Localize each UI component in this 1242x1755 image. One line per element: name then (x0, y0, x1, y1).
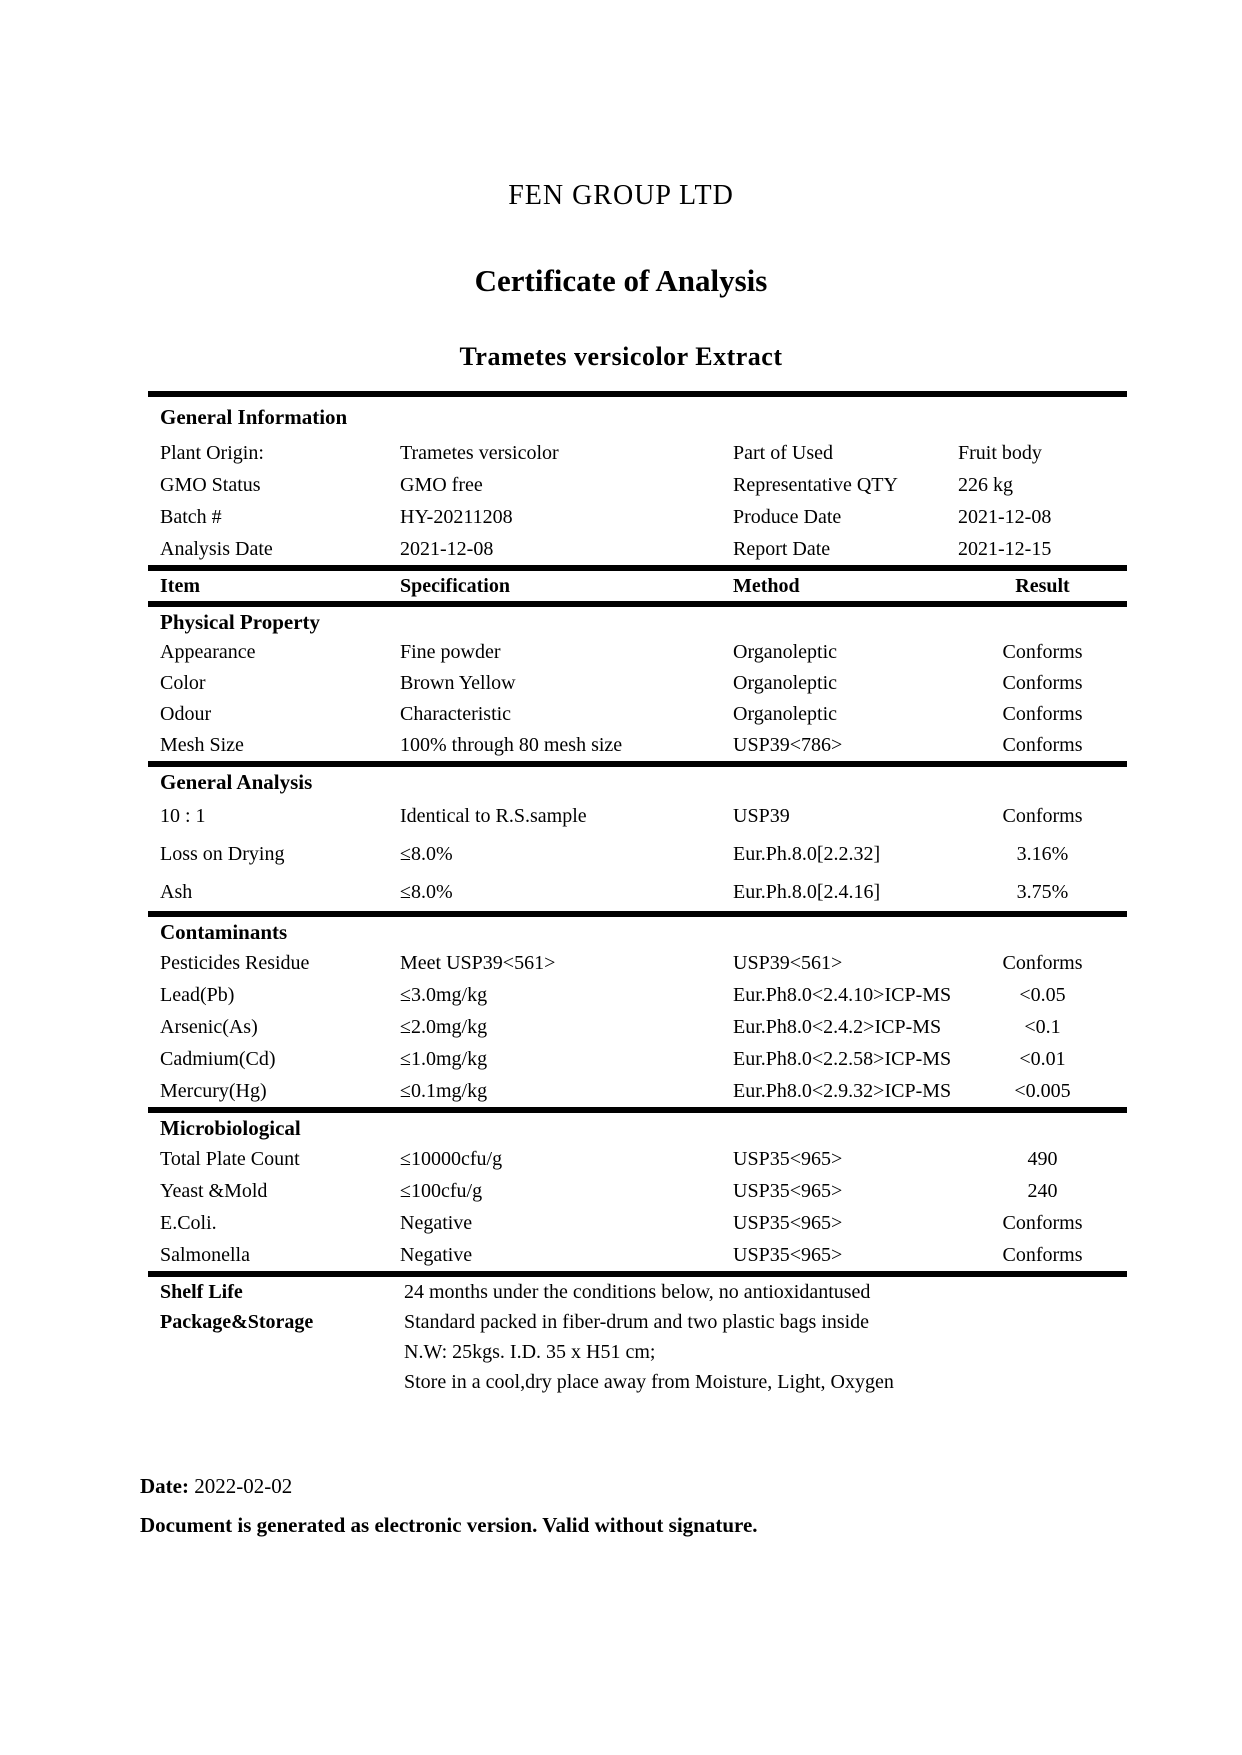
spec-cell: ≤1.0mg/kg (400, 1047, 488, 1070)
method-cell: USP39<561> (733, 951, 843, 974)
spec-cell: Negative (400, 1243, 473, 1266)
table-row (148, 1043, 1127, 1075)
item-cell: Arsenic(As) (160, 1015, 258, 1038)
storage-label: Package&Storage (160, 1310, 314, 1333)
column-header-method: Method (733, 574, 800, 597)
method-cell: USP35<965> (733, 1211, 843, 1234)
method-cell: Organoleptic (733, 641, 838, 663)
info-value: Fruit body (958, 441, 1042, 464)
column-header-specification: Specification (400, 574, 510, 597)
storage-label: Shelf Life (160, 1280, 243, 1303)
spec-cell: Identical to R.S.sample (400, 804, 587, 827)
result-cell: Conforms (1002, 951, 1083, 974)
section-heading-general-analysis: General Analysis (160, 769, 313, 794)
item-cell: 10 : 1 (160, 804, 206, 827)
item-cell: Total Plate Count (160, 1147, 300, 1170)
package-storage-row (148, 1337, 1127, 1367)
method-cell: USP35<965> (733, 1243, 843, 1266)
item-cell: Loss on Drying (160, 842, 285, 865)
method-cell: Eur.Ph8.0<2.9.32>ICP-MS (733, 1079, 952, 1102)
method-cell: Organoleptic (733, 672, 838, 694)
info-value: GMO free (400, 473, 483, 496)
result-cell: <0.005 (1014, 1079, 1071, 1102)
general-info-row (148, 469, 1127, 501)
info-label: Analysis Date (160, 537, 273, 560)
column-header-item: Item (160, 574, 200, 597)
result-cell: 490 (1027, 1147, 1058, 1170)
info-value: HY-20211208 (400, 505, 513, 528)
info-label: Produce Date (733, 505, 842, 528)
method-cell: Eur.Ph8.0<2.4.10>ICP-MS (733, 983, 952, 1006)
storage-text: Store in a cool,dry place away from Moisture, Light, Oxygen (404, 1370, 894, 1393)
spec-cell: 100% through 80 mesh size (400, 734, 623, 756)
result-cell: Conforms (1002, 804, 1083, 827)
storage-text: N.W: 25kgs. I.D. 35 x H51 cm; (404, 1340, 656, 1363)
method-cell: Eur.Ph.8.0[2.2.32] (733, 842, 881, 865)
table-row (148, 1239, 1127, 1271)
spec-cell: ≤100cfu/g (400, 1179, 483, 1202)
column-header-row (148, 571, 1127, 601)
result-cell: Conforms (1002, 641, 1083, 663)
company-name: FEN GROUP LTD (508, 180, 734, 211)
spec-cell: ≤8.0% (400, 842, 453, 865)
info-value: 2021-12-15 (958, 537, 1052, 560)
package-storage-row (148, 1367, 1127, 1397)
table-row (148, 1207, 1127, 1239)
coa-table (148, 391, 1127, 1397)
info-label: Plant Origin: (160, 441, 264, 464)
item-cell: Mercury(Hg) (160, 1079, 267, 1102)
item-cell: Salmonella (160, 1243, 250, 1266)
spec-cell: Negative (400, 1211, 473, 1234)
section-heading-microbiological: Microbiological (160, 1115, 301, 1140)
storage-text: 24 months under the conditions below, no antioxidantused (404, 1280, 871, 1303)
table-row (148, 979, 1127, 1011)
method-cell: USP35<965> (733, 1147, 843, 1170)
item-cell: Yeast &Mold (160, 1179, 268, 1202)
item-cell: Mesh Size (160, 734, 244, 756)
document-title: Certificate of Analysis (474, 263, 768, 298)
validity-note: Document is generated as electronic version. Valid without signature. (140, 1513, 758, 1537)
spec-cell: Fine powder (400, 641, 501, 663)
general-info-row (148, 501, 1127, 533)
spec-cell: ≤10000cfu/g (400, 1147, 503, 1170)
method-cell: Eur.Ph8.0<2.4.2>ICP-MS (733, 1015, 942, 1038)
info-label: Batch # (160, 505, 222, 528)
table-row (148, 1011, 1127, 1043)
result-cell: <0.1 (1024, 1015, 1061, 1038)
table-row (148, 1175, 1127, 1207)
info-label: Report Date (733, 537, 831, 560)
storage-text: Standard packed in fiber-drum and two plastic bags inside (404, 1310, 870, 1333)
section-heading-physical-property: Physical Property (160, 609, 321, 634)
result-cell: Conforms (1002, 703, 1083, 725)
item-cell: Cadmium(Cd) (160, 1047, 276, 1070)
info-value: 226 kg (958, 473, 1013, 496)
table-row (148, 873, 1127, 911)
spec-cell: Characteristic (400, 703, 512, 725)
info-value: 2021-12-08 (400, 537, 494, 560)
result-cell: 3.16% (1016, 842, 1069, 865)
result-cell: Conforms (1002, 734, 1083, 756)
table-row (148, 835, 1127, 873)
result-cell: <0.05 (1019, 983, 1066, 1006)
item-cell: Pesticides Residue (160, 951, 310, 974)
date-line (140, 1474, 292, 1499)
item-cell: Color (160, 672, 206, 694)
method-cell: USP35<965> (733, 1179, 843, 1202)
table-row (148, 1143, 1127, 1175)
method-cell: Organoleptic (733, 703, 838, 725)
item-cell: Lead(Pb) (160, 983, 235, 1006)
item-cell: Odour (160, 703, 212, 725)
spec-cell: Brown Yellow (400, 672, 516, 694)
info-value: Trametes versicolor (400, 441, 559, 464)
general-info-row (148, 533, 1127, 565)
item-cell: Appearance (160, 641, 256, 663)
package-storage-row (148, 1307, 1127, 1337)
table-row (148, 947, 1127, 979)
result-cell: 240 (1027, 1179, 1058, 1202)
result-cell: <0.01 (1019, 1047, 1066, 1070)
method-cell: USP39 (733, 804, 790, 827)
item-cell: Ash (160, 880, 193, 903)
method-cell: USP39<786> (733, 734, 843, 756)
spec-cell: ≤2.0mg/kg (400, 1015, 488, 1038)
method-cell: Eur.Ph.8.0[2.4.16] (733, 880, 881, 903)
product-name: Trametes versicolor Extract (459, 342, 783, 371)
section-heading-contaminants: Contaminants (160, 919, 288, 944)
shelf-life-row (148, 1277, 1127, 1307)
result-cell: Conforms (1002, 1243, 1083, 1266)
info-label: Part of Used (733, 441, 833, 464)
spec-cell: ≤0.1mg/kg (400, 1079, 488, 1102)
table-row (148, 668, 1127, 699)
method-cell: Eur.Ph8.0<2.2.58>ICP-MS (733, 1047, 952, 1070)
date-label: Date: (140, 1474, 189, 1498)
table-row (148, 730, 1127, 761)
section-heading-general-information: General Information (160, 404, 348, 429)
info-value: 2021-12-08 (958, 505, 1052, 528)
column-header-result: Result (1015, 574, 1070, 597)
item-cell: E.Coli. (160, 1211, 217, 1234)
spec-cell: ≤3.0mg/kg (400, 983, 488, 1006)
date-value: 2022-02-02 (194, 1474, 293, 1498)
info-label: Representative QTY (733, 473, 898, 496)
table-row (148, 637, 1127, 668)
result-cell: Conforms (1002, 672, 1083, 694)
result-cell: Conforms (1002, 1211, 1083, 1234)
table-row (148, 1075, 1127, 1107)
table-row (148, 699, 1127, 730)
spec-cell: ≤8.0% (400, 880, 453, 903)
result-cell: 3.75% (1016, 880, 1069, 903)
general-info-row (148, 437, 1127, 469)
info-label: GMO Status (160, 473, 261, 496)
table-row (148, 797, 1127, 835)
spec-cell: Meet USP39<561> (400, 951, 556, 974)
